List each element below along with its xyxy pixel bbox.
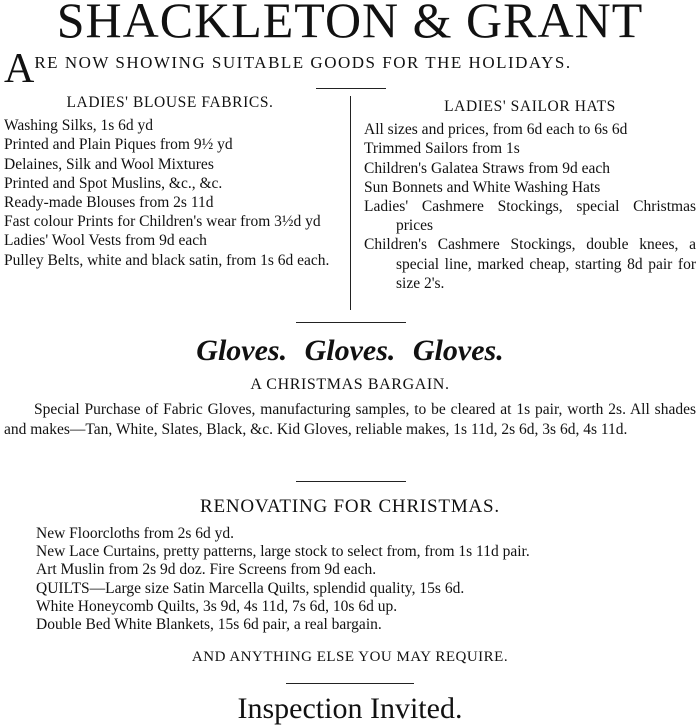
column-divider (350, 96, 351, 310)
blouse-item: Ready-made Blouses from 2s 11d (4, 194, 214, 212)
blouse-item: Printed and Spot Muslins, &c., &c. (4, 174, 223, 192)
store-name-heading: SHACKLETON & GRANT (56, 0, 644, 48)
sailor-item: Children's Galatea Straws from 9d each (364, 159, 610, 177)
sailor-item: Sun Bonnets and White Washing Hats (364, 178, 601, 196)
sailor-hats-heading: LADIES' SAILOR HATS (444, 98, 616, 115)
section-divider (296, 322, 406, 323)
renovating-item: New Lace Curtains, pretty patterns, large stock to select from, from 1s 11d pair. (36, 543, 530, 561)
intro-divider (316, 88, 386, 89)
renovating-list (36, 525, 696, 634)
gloves-subheading: A CHRISTMAS BARGAIN. (250, 376, 450, 393)
blouse-item: Delaines, Silk and Wool Mixtures (4, 155, 214, 173)
blouse-fabrics-column (4, 93, 336, 270)
renovating-item: New Floorcloths from 2s 6d yd. (36, 525, 235, 542)
sailor-item: All sizes and prices, from 6d each to 6s 6d (364, 121, 628, 139)
section-divider (286, 683, 414, 684)
footer-tagline: Inspection Invited. (237, 692, 463, 725)
blouse-item: Pulley Belts, white and black satin, from 1s 6d each. (4, 251, 330, 269)
renovating-item: QUILTS—Large size Satin Marcella Quilts, splendid quality, 15s 6d. (36, 579, 465, 597)
renovating-heading: RENOVATING FOR CHRISTMAS. (200, 496, 500, 517)
blouse-item: Washing Silks, 1s 6d yd (4, 117, 154, 135)
renovating-item: Art Muslin from 2s 9d doz. Fire Screens from 9d each. (36, 561, 377, 579)
sailor-item: Children's Cashmere Stockings, double knees, a special line, marked cheap, starting 8d pair for size 2's. (364, 236, 696, 292)
section-divider (296, 481, 406, 482)
blouse-item: Fast colour Prints for Children's wear from 3½d yd (4, 213, 321, 231)
sailor-item: Trimmed Sailors from 1s (364, 140, 520, 158)
renovating-item: White Honeycomb Quilts, 3s 9d, 4s 11d, 7s 6d, 10s 6d up. (36, 597, 398, 615)
sailor-hats-column (364, 97, 696, 293)
sailor-item: Ladies' Cashmere Stockings, special Christmas prices (364, 198, 696, 235)
intro-text: RE NOW SHOWING SUITABLE GOODS FOR THE HOLIDAYS. (34, 53, 572, 72)
blouse-item: Ladies' Wool Vests from 9d each (4, 232, 207, 250)
intro-drop-cap: A (4, 46, 35, 92)
intro-line (4, 48, 696, 90)
renovating-item: Double Bed White Blankets, 15s 6d pair, a real bargain. (36, 616, 382, 634)
blouse-fabrics-heading: LADIES' BLOUSE FABRICS. (66, 94, 274, 111)
gloves-description: Special Purchase of Fabric Gloves, manufacturing samples, to be cleared at 1s pair, worth 2s. All shades and makes—Tan, White, Slates, Black, &c. Kid Gloves, reliable makes, 1s 11d, 2s 6d, 3s 6d, 4s 11d. (4, 401, 696, 438)
closing-line: AND ANYTHING ELSE YOU MAY REQUIRE. (191, 649, 509, 665)
blouse-item: Printed and Plain Piques from 9½ yd (4, 136, 233, 154)
gloves-heading: Gloves. Gloves. Gloves. (196, 334, 504, 367)
